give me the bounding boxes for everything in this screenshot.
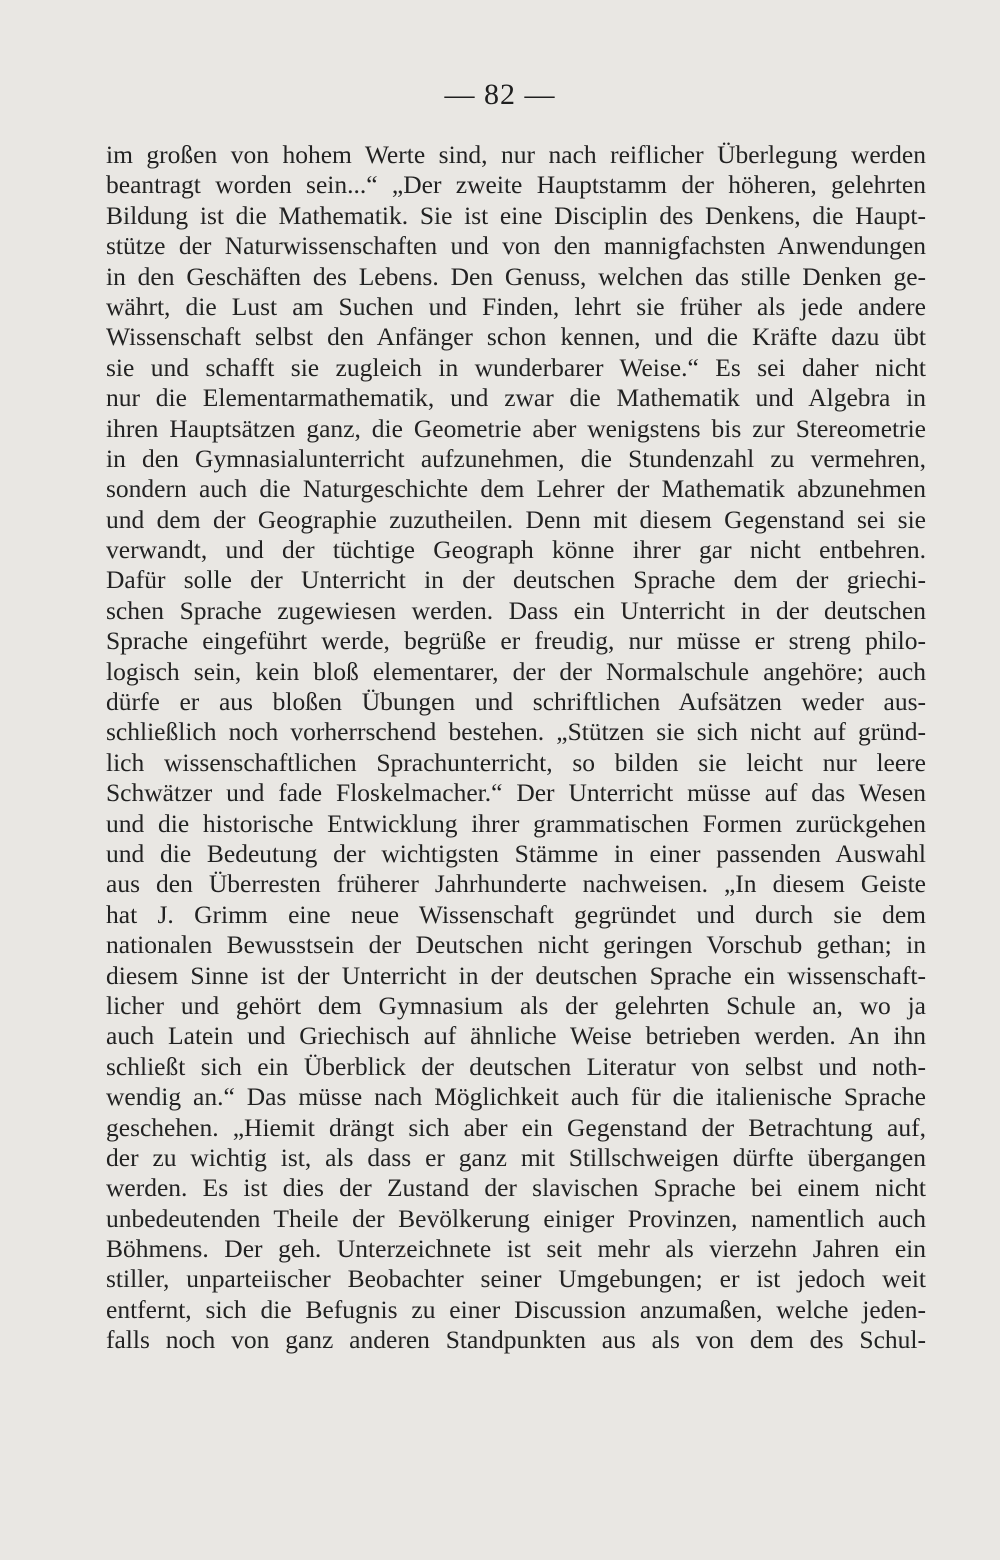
text-line: aus den Überresten früherer Jahrhunderte nachweisen. „In diesem Geiste (106, 869, 926, 899)
text-line: geschehen. „Hiemit drängt sich aber ein Gegenstand der Betrachtung auf, (106, 1112, 926, 1142)
text-line: und die historische Entwicklung ihrer grammatischen Formen zurückgehen (106, 808, 926, 838)
text-line: Böhmens. Der geh. Unterzeichnete ist seit mehr als vierzehn Jahren ein (106, 1234, 926, 1264)
text-line: werden. Es ist dies der Zustand der slavischen Sprache bei einem nicht (106, 1173, 926, 1203)
text-line: stiller, unparteiischer Beobachter seiner Umgebungen; er ist jedoch weit (106, 1264, 926, 1294)
text-line: entfernt, sich die Befugnis zu einer Discussion anzumaßen, welche jeden- (106, 1294, 926, 1324)
text-line: lich wissenschaftlichen Sprachunterricht, so bilden sie leicht nur leere (106, 747, 926, 777)
text-line: währt, die Lust am Suchen und Finden, lehrt sie früher als jede andere (106, 291, 926, 321)
text-line: und dem der Geographie zuzutheilen. Denn mit diesem Gegenstand sei sie (106, 504, 926, 534)
text-line: Wissenschaft selbst den Anfänger schon kennen, und die Kräfte dazu übt (106, 322, 926, 352)
text-line: in den Gymnasialunterricht aufzunehmen, die Stundenzahl zu vermehren, (106, 443, 926, 473)
text-line: in den Geschäften des Lebens. Den Genuss, welchen das stille Denken ge- (106, 261, 926, 291)
text-line: ihren Hauptsätzen ganz, die Geometrie aber wenigstens bis zur Stereometrie (106, 413, 926, 443)
text-line: schließt sich ein Überblick der deutschen Literatur von selbst und noth- (106, 1051, 926, 1081)
body-text (106, 140, 926, 1356)
text-line: schließlich noch vorherrschend bestehen. „Stützen sie sich nicht auf gründ- (106, 717, 926, 747)
text-line: dürfe er aus bloßen Übungen und schriftlichen Aufsätzen weder aus- (106, 687, 926, 717)
text-line: nur die Elementarmathematik, und zwar die Mathematik und Algebra in (106, 383, 926, 413)
text-line: stütze der Naturwissenschaften und von den mannigfachsten Anwendungen (106, 231, 926, 261)
text-line: sondern auch die Naturgeschichte dem Lehrer der Mathematik abzunehmen (106, 474, 926, 504)
text-line: der zu wichtig ist, als dass er ganz mit Stillschweigen dürfte übergangen (106, 1142, 926, 1172)
text-line: unbedeutenden Theile der Bevölkerung einiger Provinzen, namentlich auch (106, 1203, 926, 1233)
text-line: Bildung ist die Mathematik. Sie ist eine Disciplin des Denkens, die Haupt- (106, 200, 926, 230)
text-line: wendig an.“ Das müsse nach Möglichkeit auch für die italienische Sprache (106, 1082, 926, 1112)
text-line: auch Latein und Griechisch auf ähnliche Weise betrieben werden. An ihn (106, 1021, 926, 1051)
text-line: logisch sein, kein bloß elementarer, der der Normalschule angehöre; auch (106, 656, 926, 686)
text-line: Schwätzer und fade Floskelmacher.“ Der Unterricht müsse auf das Wesen (106, 778, 926, 808)
text-line: schen Sprache zugewiesen werden. Dass ein Unterricht in der deutschen (106, 595, 926, 625)
text-line: falls noch von ganz anderen Standpunkten aus als von dem des Schul- (106, 1325, 926, 1355)
text-line: sie und schafft sie zugleich in wunderbarer Weise.“ Es sei daher nicht (106, 352, 926, 382)
page-number: — 82 — (444, 78, 556, 111)
text-line: nationalen Bewusstsein der Deutschen nicht geringen Vorschub gethan; in (106, 930, 926, 960)
text-line: im großen von hohem Werte sind, nur nach reiflicher Überlegung werden (106, 140, 926, 169)
text-line: licher und gehört dem Gymnasium als der gelehrten Schule an, wo ja (106, 990, 926, 1020)
text-line: hat J. Grimm eine neue Wissenschaft gegründet und durch sie dem (106, 899, 926, 929)
text-line: und die Bedeutung der wichtigsten Stämme in einer passenden Auswahl (106, 838, 926, 868)
text-line: beantragt worden sein...“ „Der zweite Hauptstamm der höheren, gelehrten (106, 170, 926, 200)
text-line: verwandt, und der tüchtige Geograph könne ihrer gar nicht entbehren. (106, 535, 926, 565)
text-line: Sprache eingeführt werde, begrüße er freudig, nur müsse er streng philo- (106, 626, 926, 656)
text-line: diesem Sinne ist der Unterricht in der deutschen Sprache ein wissenschaft- (106, 960, 926, 990)
text-line: Dafür solle der Unterricht in der deutschen Sprache dem der griechi- (106, 565, 926, 595)
